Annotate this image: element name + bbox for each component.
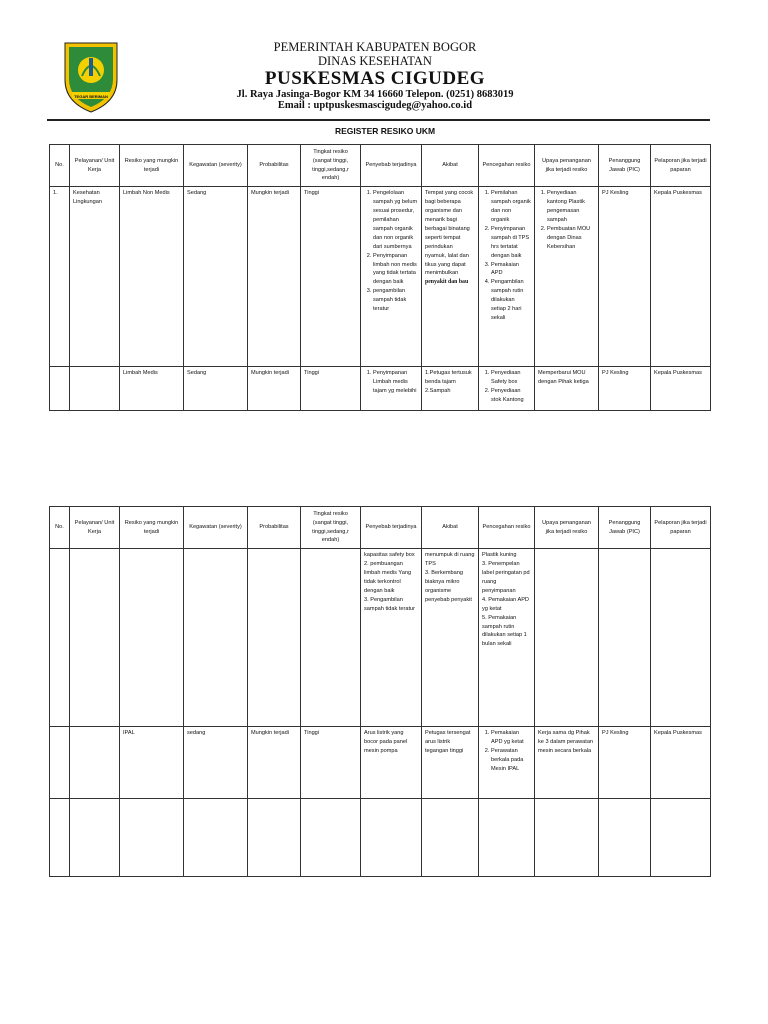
cause-item: 1. Pengelolaan sampah yg belum sesuai prosedur, pemilahan sampah organik dan non organik dari sumbernya (373, 189, 418, 252)
effect-text: Tempat yang cocok bagi beberapa organisme dan menarik bagi berbagai binatang seperti tempat perindukan nyamuk, lalat dan tikus yang dapat menimbulkan (425, 190, 474, 277)
col-header: Probabilitas (248, 507, 301, 549)
cell-causes (361, 549, 422, 727)
cause-item: 1. Penyimpanan Limbah medis tajam yg melebihi (373, 369, 418, 396)
col-header: Penyebab terjadinya (361, 507, 422, 549)
col-header: Pencegahan resiko (479, 145, 535, 187)
kop-line-1: PEMERINTAH KABUPATEN BOGOR (273, 40, 477, 54)
cause-item: 2. pembuangan limbah medis Yang tidak terkontrol dengan baik (364, 560, 412, 594)
col-header: Probabilitas (248, 145, 301, 187)
cell-report: Kepala Puskesmas (651, 367, 711, 411)
table-row-empty (50, 799, 711, 877)
table-row (50, 367, 711, 411)
cell-probability: Mungkin terjadi (248, 187, 301, 367)
cell-pic: PJ Kesling (599, 727, 651, 799)
col-header: Pelaporan jika terjadi paparan (651, 145, 711, 187)
cell-severity: sedang (184, 727, 248, 799)
cell-no (50, 727, 70, 799)
effect-item: menumpuk di ruang TPS (425, 552, 475, 567)
prevention-item: 4. Pengambilan sampah rutin dilakukan setiap 2 hari sekali (491, 278, 531, 323)
table-row (50, 187, 711, 367)
prevention-item: Plastik kuning (482, 552, 517, 558)
cell-report: Kepala Puskesmas (651, 727, 711, 799)
cell-unit (70, 367, 120, 411)
handling-item: 2. Pembuatan MOU dengan Dinas Kebersihan (547, 225, 595, 252)
prevention-item: 3. Pemakaian APD (491, 261, 531, 279)
col-header: No. (50, 507, 70, 549)
cell-causes (361, 367, 422, 411)
prevention-item: 5. Pemakaian sampah rutin dilakukan setiap 1 bulan sekali (482, 614, 527, 648)
effect-item: 1.Petugas tertusuk benda tajam (425, 370, 472, 385)
cell-probability: Mungkin terjadi (248, 727, 301, 799)
col-header: Kegawatan (severity) (184, 507, 248, 549)
cell-prevention (479, 367, 535, 411)
kop-line-2: DINAS KESEHATAN (318, 54, 432, 68)
cell-causes: Arus listrik yang bocor pada panel mesin pompa (361, 727, 422, 799)
kop-line-3: PUSKESMAS CIGUDEG (264, 68, 486, 89)
cell-causes (361, 187, 422, 367)
logo-motto: TEGAR BERIMAN (74, 94, 108, 99)
cell-handling (535, 187, 599, 367)
cell-risk: Limbah Medis (120, 367, 184, 411)
cell-handling: Memperbarui MOU dengan Pihak ketiga (535, 367, 599, 411)
col-header: Pelayanan/ Unit Kerja (70, 507, 120, 549)
table-header-row (50, 145, 711, 187)
logo (62, 40, 120, 114)
cell-level: Tinggi (301, 727, 361, 799)
cell-report: Kepala Puskesmas (651, 187, 711, 367)
cell-effect (422, 187, 479, 367)
cell-effect (422, 549, 479, 727)
col-header: No. (50, 145, 70, 187)
cause-item: 3. pengambilan sampah tidak teratur (373, 287, 418, 314)
table-row (50, 549, 711, 727)
table-row (50, 727, 711, 799)
kop-email: Email : uptpuskesmascigudeg@yahoo.co.id (277, 100, 473, 111)
prevention-item: 2. Penyimpanan sampah di TPS hrs tertatat dengan baik (491, 225, 531, 261)
col-header: Penyebab terjadinya (361, 145, 422, 187)
prevention-item: 4. Pemakaian APD yg ketat (482, 596, 529, 612)
cause-item: 3. Pengambilan sampah tidak teratur (364, 596, 415, 612)
cell-level: Tinggi (301, 187, 361, 367)
cell-severity: Sedang (184, 367, 248, 411)
col-header: Penanggung Jawab (PIC) (599, 145, 651, 187)
effect-tail: penyakit dan bau (425, 279, 469, 286)
register-table-1 (49, 144, 711, 411)
kop-address: Jl. Raya Jasinga-Bogor KM 34 16660 Telepon. (0251) 8683019 (236, 89, 514, 100)
cell-severity: Sedang (184, 187, 248, 367)
col-header: Tingkat resiko (sangat tinggi, tinggi,sedang,r endah) (301, 507, 361, 549)
col-header: Pelaporan jika terjadi paparan (651, 507, 711, 549)
cell-prevention (479, 187, 535, 367)
doc-title: REGISTER RESIKO UKM (334, 126, 436, 136)
prevention-item: 1. Pemilahan sampah organik dan non organik (491, 189, 531, 225)
col-header: Pencegahan resiko (479, 507, 535, 549)
prevention-item: 3. Penempelan label peringatan pd ruang penyimpanan (482, 560, 530, 594)
cell-effect: Petugas tersengat arus listrik tegangan tinggi (422, 727, 479, 799)
cell-pic: PJ Kesling (599, 187, 651, 367)
col-header: Upaya penanganan jika terjadi resiko (535, 507, 599, 549)
cell-probability: Mungkin terjadi (248, 367, 301, 411)
cell-unit: Kesehatan Lingkungan (70, 187, 120, 367)
prevention-item: 2. Perawatan berkala pada Mesin IPAL (491, 747, 531, 774)
prevention-item: 2. Penyediaan stok Kantong (491, 387, 531, 405)
cell-no: 1. (50, 187, 70, 367)
col-header: Upaya penanganan jika terjadi resiko (535, 145, 599, 187)
table-header-row (50, 507, 711, 549)
cell-level: Tinggi (301, 367, 361, 411)
col-header: Resiko yang mungkin terjadi (120, 507, 184, 549)
prevention-item: 1. Pemakaian APD yg ketat (491, 729, 531, 747)
cause-item: 2. Penyimpanan limbah non medis yang tidak tertata dengan baik (373, 252, 418, 288)
cell-prevention (479, 727, 535, 799)
cell-unit (70, 727, 120, 799)
col-header: Kegawatan (severity) (184, 145, 248, 187)
effect-item: 2.Sampah (425, 387, 451, 394)
col-header: Penanggung Jawab (PIC) (599, 507, 651, 549)
cause-item: kapasitas safety box (364, 552, 415, 558)
cell-handling: Kerja sama dg Pihak ke 3 dalam perawatan mesin secara berkala (535, 727, 599, 799)
cell-no (50, 367, 70, 411)
col-header: Akibat (422, 507, 479, 549)
cell-effect (422, 367, 479, 411)
col-header: Tingkat resiko (sangat tinggi, tinggi,sedang,r endah) (301, 145, 361, 187)
effect-item: 3. Berkembang biaknya mikro organisme penyebab penyakit (425, 569, 472, 603)
cell-prevention (479, 549, 535, 727)
handling-item: 1. Penyediaan kantong Plastik pengemasan sampah (547, 189, 595, 225)
col-header: Resiko yang mungkin terjadi (120, 145, 184, 187)
col-header: Akibat (422, 145, 479, 187)
cell-risk: IPAL (120, 727, 184, 799)
prevention-item: 1. Penyediaan Safety box (491, 369, 531, 387)
cell-pic: PJ Kesling (599, 367, 651, 411)
cell-risk: Limbah Non Medis (120, 187, 184, 367)
col-header: Pelayanan/ Unit Kerja (70, 145, 120, 187)
register-table-2 (49, 506, 711, 877)
header-divider (47, 119, 710, 121)
